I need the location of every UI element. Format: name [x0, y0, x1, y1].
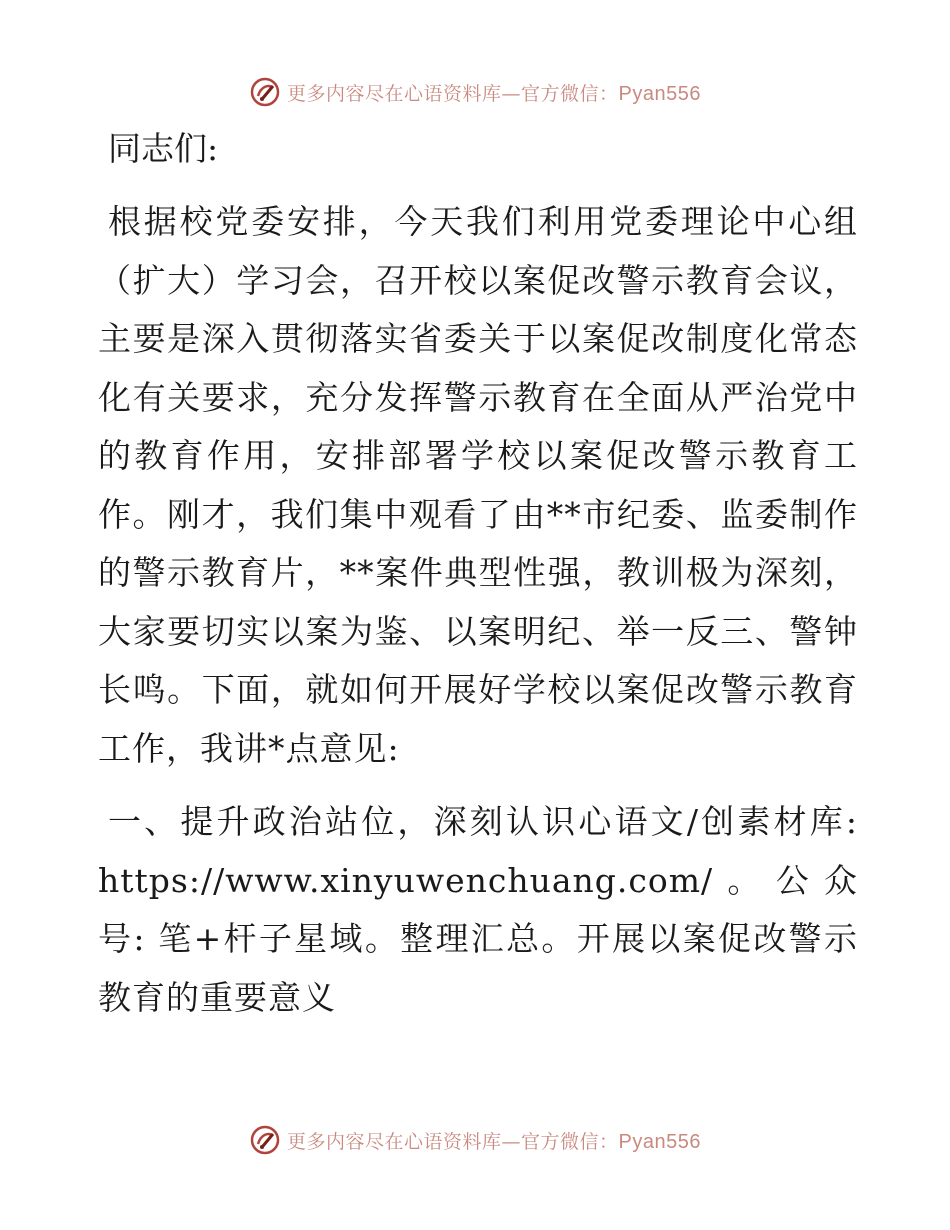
watermark-text: [287, 79, 701, 106]
watermark-text-en: Pyan556: [618, 82, 701, 105]
watermark-text-cn: 更多内容尽在心语资料库—官方微信：: [287, 1130, 619, 1153]
watermark-text-en: Pyan556: [618, 1130, 701, 1153]
document-body: [98, 120, 858, 1027]
watermark-text-cn: 更多内容尽在心语资料库—官方微信：: [287, 82, 619, 105]
footer-watermark: [0, 1120, 950, 1160]
paragraph-1: 根据校党委安排，今天我们利用党委理论中心组（扩大）学习会，召开校以案促改警示教育会议，主要是深入贯彻落实省委关于以案促改制度化常态化有关要求，充分发挥警示教育在全面从严治党中的教育作用，安排部署学校以案促改警示教育工作。刚才，我们集中观看了由**市纪委、监委制作的警示教育片，**案件典型性强，教训极为深刻，大家要切实以案为鉴、以案明纪、举一反三、警钟长鸣。下面，就如何开展好学校以案促改警示教育工作，我讲*点意见:: [98, 202, 858, 768]
paragraph-2: 一、提升政治站位，深刻认识心语文/创素材库: https://www.xinyuwenchuang.com/。公众号: 笔+杆子星域。整理汇总。开展以案促改警示教育的重要意义: [98, 802, 858, 1017]
watermark-logo-icon: [249, 76, 281, 108]
watermark-logo-icon: [249, 1124, 281, 1156]
greeting: 同志们:: [108, 129, 219, 168]
watermark-text: [287, 1127, 701, 1154]
header-watermark: [0, 72, 950, 112]
